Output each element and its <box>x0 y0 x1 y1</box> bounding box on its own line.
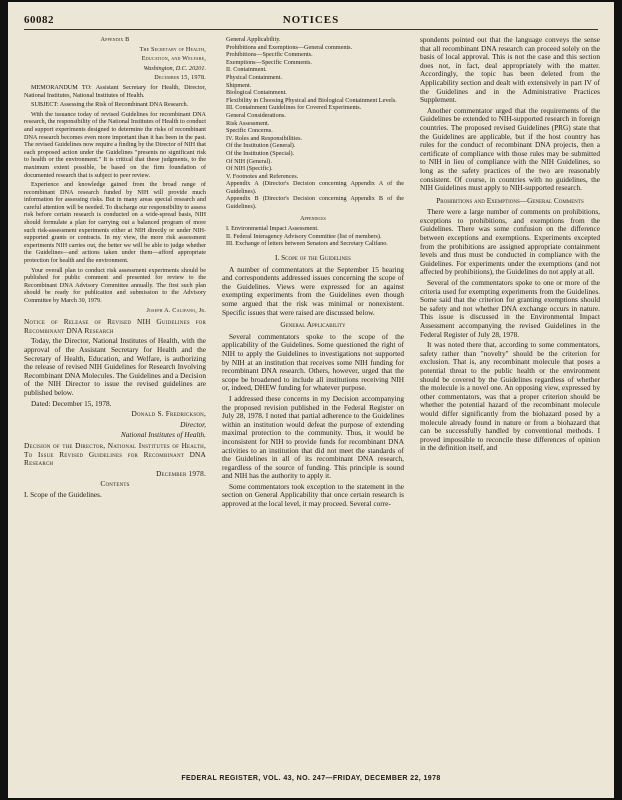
contents-item: Flexibility in Choosing Physical and Biological Containment Levels. <box>226 96 397 104</box>
letterhead-line: The Secretary of Health, <box>139 45 206 53</box>
contents-item: Shipment. <box>226 81 252 89</box>
contents-item: III. Containment Guidelines for Covered Experiments. <box>226 104 362 112</box>
contents-item: Physical Containment. <box>226 73 283 81</box>
contents-item: Prohibitions and Exemptions—General comments. <box>226 43 353 51</box>
signature-name: Donald S. Fredrickson, <box>131 409 206 419</box>
contents-item: Of the Institution (General). <box>226 142 296 150</box>
column-2 <box>222 36 404 511</box>
page-header <box>24 14 598 28</box>
appendix-item: I. Environmental Impact Assessment. <box>226 225 319 233</box>
header-rule <box>24 29 598 30</box>
column-3 <box>420 36 600 455</box>
contents-item: II. Containment. <box>226 66 267 74</box>
paragraph: It was noted there that, according to some commentators, safety rather than "novelty" should be the criterion for exclusion. That is, any recombinant molecule that poses a potential threat to the public health or the environment should be covered by the Guidelines regardless of whether the molecule is a novel one. An opposing view, expressed by other commentators, was that a proper criterion should be whether the potential hazard of the recombinant molecule would differ significantly from the biohazard posed by a molecule already found in nature or from a biohazard that can be successfully handled by conventional methods. I proved impossible to reconcile these differences of opinion in the definition itself, and <box>420 340 600 453</box>
appendix-item: III. Exchange of letters between Senators and Secretary Califano. <box>226 240 388 248</box>
letterhead-line: Education, and Welfare, <box>141 55 206 63</box>
contents-item: V. Footnotes and References. <box>226 172 299 180</box>
prohibitions-heading: Prohibitions and Exemptions—General Comments <box>436 195 584 205</box>
paragraph: I addressed these concerns in my Decision accompanying the proposed revision published in the Federal Register on July 28, 1978. I noted that partial adherence to the Guidelines within an institution would defeat the purpose of extending maximal protection to the community. Thus, it would be inconsistent for NIH to provide funds for recombinant DNA activities to an institution that did not meet the standards of the Guidelines in all of its recombinant DNA research, regardless of the source of funding. This principle is sound and NIH has the authority to apply it. <box>222 393 404 481</box>
contents-heading: Contents <box>100 479 130 489</box>
page-number: 60082 <box>24 14 54 26</box>
section-title: NOTICES <box>282 14 340 26</box>
memo-to: MEMORANDUM TO: Assistant Secretary for Health, Director, National Institutes, National Institutes of Health. <box>24 83 206 99</box>
decision-title: Decision of the Director, National Institutes of Health, To Issue Revised Guidelines for Recombinant DNA Research <box>24 440 206 468</box>
column-1 <box>24 36 206 501</box>
paragraph: A number of commentators at the September 15 hearing and correspondents addressed issues concerning the scope of the Guidelines. Views were expressed for an against exempting experiments from the Guidelines even though some argued that the risk was minimal or nonexistent. Specific issues that were raised are discussed below. <box>222 264 404 317</box>
contents-item: IV. Roles and Responsibilities. <box>226 134 303 142</box>
appendix-item: II. Federal Interagency Advisory Committee (list of members). <box>226 232 382 240</box>
contents-item: Risk Assessment. <box>226 119 270 127</box>
page-footer: FEDERAL REGISTER, VOL. 43, NO. 247—FRIDAY, DECEMBER 22, 1978 <box>181 775 441 782</box>
contents-item: Specific Concerns. <box>226 127 273 135</box>
contents-item: Of NIH (General). <box>226 157 272 165</box>
notice-title: Notice of Release of Revised NIH Guidelines for Recombinant DNA Research <box>24 317 206 335</box>
paragraph: Several of the commentators spoke to one or more of the criteria used for exempting experiments from the Guidelines. Some said that the criterion for granting exemptions should be safety and not whether DNA exchange occurs in nature. This issue is discussed in the Environmental Impact Assessment accompanying the revised Guidelines in the Federal Register of July 28, 1978. <box>420 278 600 339</box>
contents-item: Appendix B (Director's Decision concerning Appendix B of the Guidelines). <box>226 195 404 211</box>
document-page <box>8 2 614 798</box>
paragraph: Some commentators took exception to the statement in the section on General Applicability that once certain research is approved at the local level, it may proceed. Several corre- <box>222 481 404 509</box>
contents-item: Biological Containment. <box>226 89 287 97</box>
contents-item: Prohibitions—Specific Comments. <box>226 51 313 59</box>
general-applicability-heading: General Applicability <box>280 320 346 330</box>
paragraph: With the issuance today of revised Guidelines for recombinant DNA research, the responsibility of the National Institutes of Health to conduct and support experiments designed to determine the risks of recombinant DNA research becomes even more important than it has been in the past. The revised Guidelines now require a finding by the Director of NIH that each proposed action under the Guidelines "presents no significant risk to health or the environment." It is critical that these judgments, to the maximum extent possible, be based on the firm foundation of documented research that is subject to peer review. <box>24 110 206 179</box>
signature-title: Director, <box>180 419 206 429</box>
contents-list <box>222 36 404 211</box>
appendix-heading: Appendix B <box>100 36 130 43</box>
contents-item: Appendix A (Director's Decision concerning Appendix A of the Guidelines). <box>226 180 404 195</box>
signature: Joseph A. Califano, Jr. <box>146 306 206 314</box>
contents-item: General Applicability. <box>226 36 281 43</box>
contents-item: I. Scope of the Guidelines. <box>24 489 102 499</box>
memo-subject: SUBJECT: Assessing the Risk of Recombinant DNA Research. <box>31 101 189 109</box>
scope-heading: I. Scope of the Guidelines <box>275 253 351 263</box>
decision-date: December 1978. <box>156 468 206 478</box>
paragraph: spondents pointed out that the language conveys the sense that all recombinant DNA research can proceed solely on the basis of local approval. This is not the case and this section does not, in fact, deal appropriately with the matter. Accordingly, the topic has been deleted from the Applicability section and dealt with extensively in part IV of the Guidelines and in the Administrative Practices Supplement. <box>420 35 600 105</box>
contents-item: Of the Institution (Special). <box>226 149 295 157</box>
paragraph: Another commentator urged that the requirements of the Guidelines be extended to NIH-supported research in foreign countries. The proposed revised Guidelines (PRG) state that the Guidelines are applicable, but if the host country has rules for the conduct of recombinant DNA projects, then a certificate of compliance with those rules may be submitted to NIH in lieu of compliance with the NIH Guidelines, so long as the safety practices of the two are reasonably consistent. Of course, in countries with no guidelines, the NIH Guidelines must apply to NIH-supported research. <box>420 105 600 193</box>
paragraph: Your overall plan to conduct risk assessment experiments should be published for public comment and presented for review to the Recombinant DNA Advisory Committee annually. The first such plan should be ready for publication and submission to the Advisory Committee by March 30, 1979. <box>24 266 206 304</box>
appendices-list <box>222 225 404 248</box>
paragraph: Today, the Director, National Institutes of Health, with the approval of the Assistant Secretary for Health and the Secretary of Health, Education, and Welfare, is authorizing the release of revised NIH Guidelines for Research Involving Recombinant DNA Molecules. The Guidelines and a Decision of the NIH Director to issue the revised guidelines are published below. <box>24 336 206 397</box>
paragraph: There were a large number of comments on prohibitions, exceptions to prohibitions, and exemptions from the Guidelines. There was some confusion on the difference between exceptions and exemptions. Experiments excepted from the prohibitions are assigned appropriate containment levels and thus must be conducted in compliance with the Guidelines. For experiments under the exemptions (and not affected by prohibitions), the Guidelines do not apply at all. <box>420 207 600 277</box>
letter-date: December 15, 1978. <box>154 74 206 82</box>
contents-item: Exemptions—Specific Comments. <box>226 58 312 66</box>
paragraph: Several commentators spoke to the scope of the applicability of the Guidelines. Some questioned the right of NIH to apply the Guidelines to investigations not supported by NIH at an institution that receives some NIH funding for recombinant DNA research. Others, however, urged that the scope be broadened to include all institutions receiving NIH or, indeed, DHEW funding for whatever purpose. <box>222 331 404 393</box>
appendices-heading: Appendices <box>300 214 326 222</box>
contents-item: General Considerations. <box>226 111 286 119</box>
paragraph: Experience and knowledge gained from the broad range of recombinant DNA research funded by NIH will provide much information for assessing risks. But in many areas special research and careful attention will be needed. To discharge our responsibility to assess risk before certain research is conducted on a wide-spread basis, NIH should formulate a plan for carrying out a balanced program of more such risk-assessment experiments either at NIH directly or under NIH-supported grants or contracts. In my view, the more risk assessment experiments NIH carries out, the better we will be able to judge whether the Guidelines—and actions taken under them—afford appropriate protection for health and the environment. <box>24 181 206 265</box>
dated: Dated: December 15, 1978. <box>31 398 112 408</box>
letterhead-line: Washington, D.C. 20201. <box>143 64 206 72</box>
contents-item: Of NIH (Specific). <box>226 165 273 173</box>
signature-org: National Institutes of Health. <box>120 430 206 440</box>
